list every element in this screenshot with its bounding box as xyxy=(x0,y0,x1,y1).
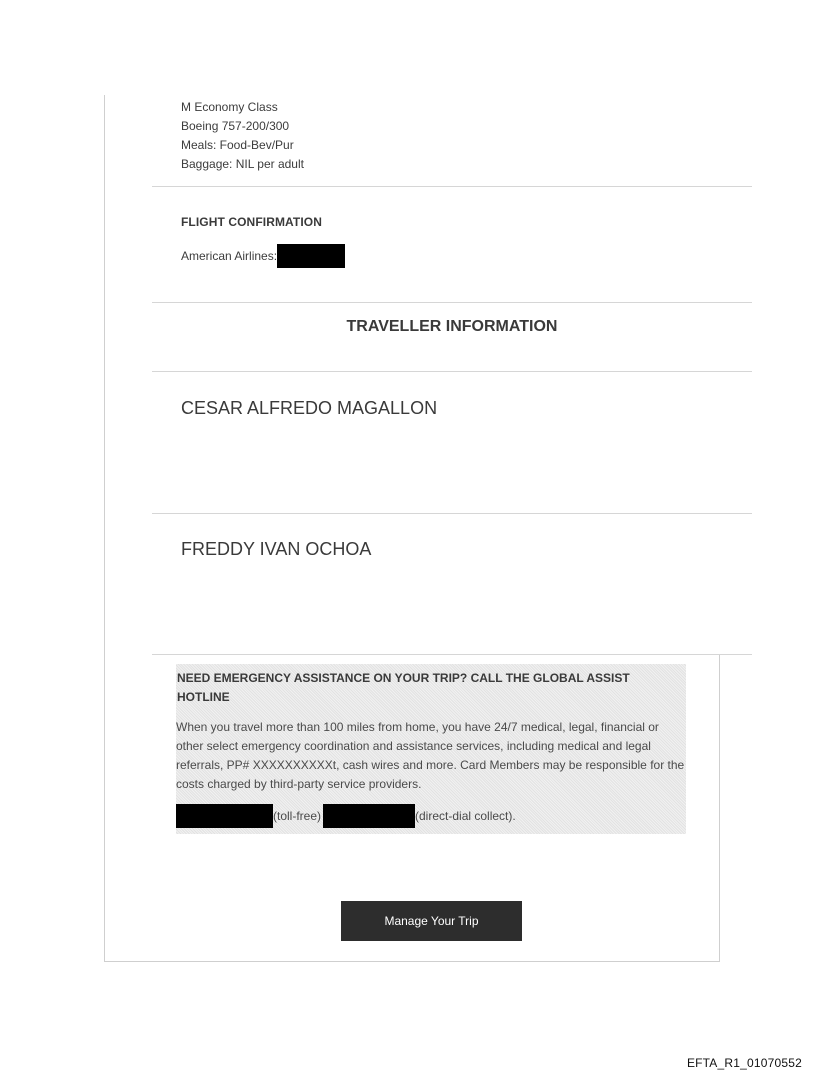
section-divider xyxy=(152,513,752,514)
emergency-assistance-body: When you travel more than 100 miles from home, you have 24/7 medical, legal, financial or other select emergency coordination and assistance services, including medical and legal referrals, PP# XXXXXXXXXXt, cash wires and more. Card Members may be responsible for the costs charged by third-party service providers. xyxy=(176,720,685,791)
redacted-direct-dial-number xyxy=(323,804,415,828)
email-frame-right-border xyxy=(719,655,720,962)
section-divider xyxy=(152,654,752,655)
cabin-class: M Economy Class xyxy=(181,100,278,114)
redacted-toll-free-number xyxy=(176,804,273,828)
email-frame-left-border xyxy=(104,95,105,962)
airline-name: American Airlines: xyxy=(181,249,278,263)
traveller-name: CESAR ALFREDO MAGALLON xyxy=(181,398,438,418)
flight-confirmation-line xyxy=(181,244,345,268)
traveller-information-heading: TRAVELLER INFORMATION xyxy=(346,318,558,335)
email-frame-bottom-border xyxy=(104,961,720,962)
baggage-info: Baggage: NIL per adult xyxy=(181,157,304,171)
flight-details xyxy=(181,98,304,174)
manage-your-trip-button[interactable]: Manage Your Trip xyxy=(341,901,522,941)
section-divider xyxy=(152,371,752,372)
section-divider xyxy=(152,302,752,303)
flight-confirmation-label: FLIGHT CONFIRMATION xyxy=(181,215,322,229)
meals-info: Meals: Food-Bev/Pur xyxy=(181,138,294,152)
direct-dial-label: (direct-dial collect). xyxy=(415,809,516,823)
toll-free-label: (toll-free) xyxy=(273,809,322,823)
traveller-name: FREDDY IVAN OCHOA xyxy=(181,539,372,559)
section-divider xyxy=(152,186,752,187)
redacted-confirmation-number xyxy=(277,244,345,268)
emergency-assistance-box xyxy=(176,664,686,834)
document-id: EFTA_R1_01070552 xyxy=(686,1056,802,1070)
hotline-phone-line xyxy=(176,804,516,828)
emergency-assistance-title: NEED EMERGENCY ASSISTANCE ON YOUR TRIP? CALL THE GLOBAL ASSIST HOTLINE xyxy=(177,671,630,704)
aircraft-type: Boeing 757-200/300 xyxy=(181,119,290,133)
